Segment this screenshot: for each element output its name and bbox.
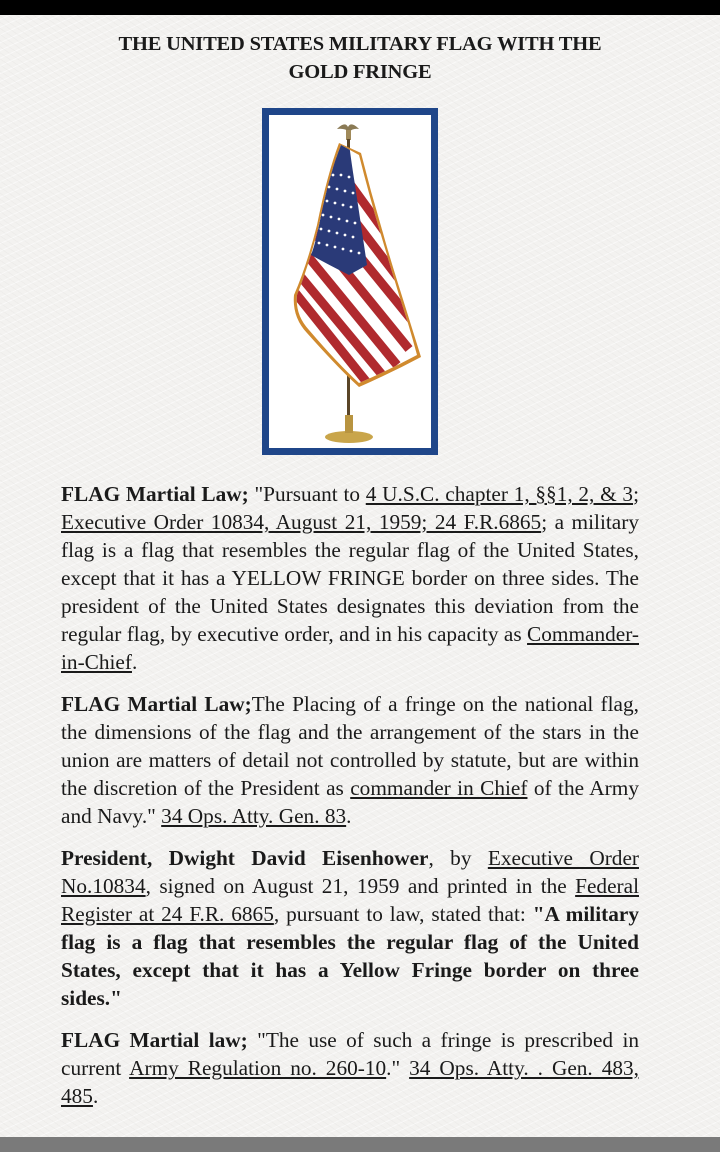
link-commander-in-chief-2[interactable]: commander in Chief xyxy=(350,776,528,800)
paragraph-4-text-1: "The use of such a fringe is prescribed in current xyxy=(61,1028,640,1080)
paragraph-1-lead: FLAG Martial Law; xyxy=(61,482,249,506)
paragraph-2-text-3: . xyxy=(346,804,352,828)
paragraph-2-lead: FLAG Martial Law; xyxy=(61,692,252,716)
paragraph-2-text-2: of the Army and Navy." xyxy=(61,776,639,828)
bottom-navigation-bar xyxy=(0,1137,720,1152)
paragraph-3-text-2: , signed on August 21, 1959 and printed in the xyxy=(145,874,576,898)
link-executive-order-10834[interactable]: Executive Order 10834, August 21, 1959; 24 F.R.6865 xyxy=(61,510,542,534)
paragraph-1-text-3: ; a military flag is a flag that resembles the regular flag of the United States, except that it has a YELLOW FRINGE border on three sides. The president of the United States designates this deviation from the regular flag, by executive order, and in his capacity as xyxy=(61,510,639,646)
paragraph-2-text-1: The Placing of a fringe on the national flag, the dimensions of the flag and the arrangement of the stars in the union are matters of detail not controlled by statute, but are within the discretion of the President as xyxy=(61,692,639,800)
paragraph-1-text-4: . xyxy=(131,650,138,674)
page-title xyxy=(0,30,720,86)
status-bar xyxy=(0,0,720,15)
paragraph-3-lead: President, Dwight David Eisenhower xyxy=(61,846,429,870)
paragraph-2 xyxy=(61,690,639,830)
document-body xyxy=(61,480,639,1124)
title-line-2: GOLD FRINGE xyxy=(288,61,432,83)
title-line-1: THE UNITED STATES MILITARY FLAG WITH THE xyxy=(118,33,602,55)
paragraph-3-text-3: , pursuant to law, stated that: xyxy=(273,902,533,926)
link-4-usc-chapter-1[interactable]: 4 U.S.C. chapter 1, §§1, 2, & 3 xyxy=(365,482,634,506)
flag-image-frame xyxy=(262,108,438,455)
link-commander-in-chief[interactable]: Commander-in-Chief xyxy=(61,622,639,674)
paragraph-4-text-2: ." xyxy=(386,1056,410,1080)
eagle-finial-icon xyxy=(337,124,359,140)
paragraph-3-quote: "A military flag is a flag that resembles the regular flag of the United States, except that it has a Yellow Fringe border on three sides." xyxy=(61,902,639,1010)
us-flag-icon xyxy=(269,115,431,448)
paragraph-4-lead: FLAG Martial law; xyxy=(61,1028,248,1052)
paragraph-1-text-1: "Pursuant to xyxy=(248,482,366,506)
link-executive-order-no-10834[interactable]: Executive Order No.10834 xyxy=(61,846,639,898)
paragraph-1 xyxy=(61,480,639,676)
paragraph-4 xyxy=(61,1026,639,1110)
paragraph-3-text-1: , by xyxy=(428,846,488,870)
link-army-regulation-260-10[interactable]: Army Regulation no. 260-10 xyxy=(129,1056,387,1080)
link-federal-register[interactable]: Federal Register at 24 F.R. 6865 xyxy=(61,874,639,926)
link-34-ops-atty-gen-83[interactable]: 34 Ops. Atty. Gen. 83 xyxy=(161,804,347,828)
paragraph-4-text-3: . xyxy=(92,1084,99,1108)
link-34-ops-atty-gen-483[interactable]: 34 Ops. Atty. . Gen. 483, 485 xyxy=(61,1056,639,1108)
paragraph-3 xyxy=(61,844,639,1012)
paragraph-1-text-2: ; xyxy=(633,482,639,506)
